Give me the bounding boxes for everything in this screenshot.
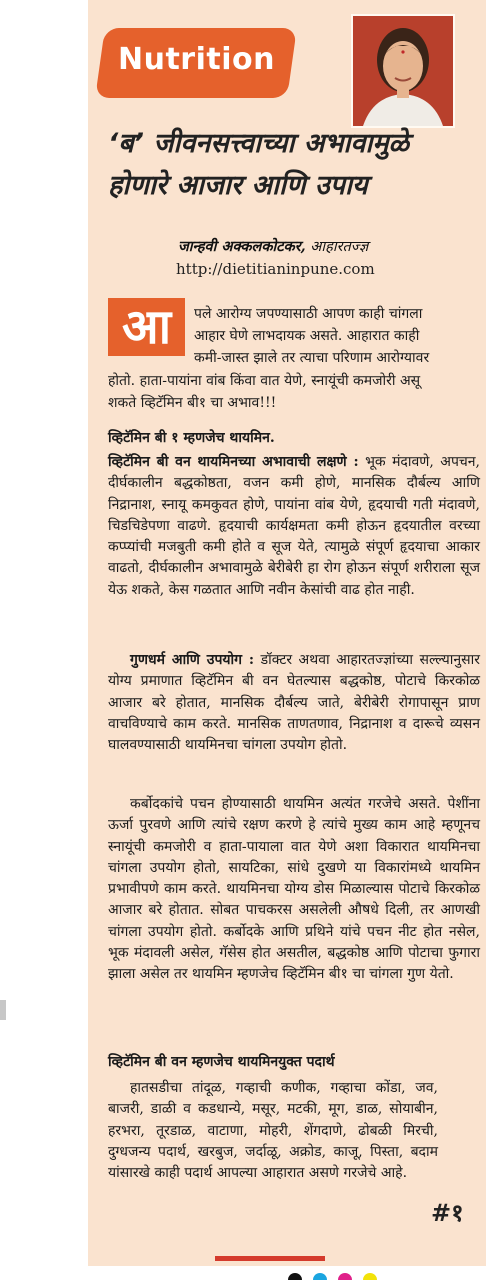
deficiency-heading: व्हिटॅमिन बी वन थायमिनच्या अभावाची लक्षणे : <box>108 454 359 470</box>
footer-tag: #१ <box>431 1199 464 1227</box>
intro-line-1: पले आरोग्य जपण्यासाठी आपण काही चांगला <box>194 306 423 322</box>
intro-line-2: आहार घेणे लाभदायक असते. आहारात काही <box>194 328 420 344</box>
deficiency-text: भूक मंदावणे, अपचन, दीर्घकालीन बद्धकोष्ठता, वजन कमी होणे, मानसिक दौर्बल्य आणि निद्रानाश, स्नायू कमकुवत होणे, पायांना वांब येणे, हृदयाची गती मंदावणे, चिडचिडेपणा वाढणे. हृदयाची कार्यक्षमता कमी होऊन हृदयातील वरच्या कप्प्यांची मजबुती कमी होते व सूज येते, त्यामुळे संपूर्ण हृदयाचा आकार वाढतो, दीर्घकालीन अभावामुळे बेरीबेरी हा रोग होऊन संपूर्ण शरीराला सूज येऊ शकते, केस गळतात आणि नवीन केसांची वाढ होत नाही. <box>108 454 481 598</box>
color-registration-dots <box>285 1270 395 1280</box>
section-badge-label: Nutrition <box>118 42 275 77</box>
author-portrait-icon <box>353 16 453 126</box>
foods-paragraph: हातसडीचा तांदूळ, गव्हाची कणीक, गव्हाचा कोंडा, जव, बाजरी, डाळी व कडधान्ये, मसूर, मटकी, मूग, डाळ, सोयाबीन, हरभरा, तूरडाळ, वाटाणा, मोहरी, शेंगदाणे, ढोबळी मिरची, दुग्धजन्य पदार्थ, खरबुज, जर्दाळू, अक्रोड, काजू, पिस्ता, बदाम यांसारखे काही पदार्थ आपल्या आहारात असणे गरजेचे आहे. <box>108 1080 438 1182</box>
scroll-edge <box>0 1000 6 1020</box>
heading-foods: व्हिटॅमिन बी वन म्हणजेच थायमिनयुक्त पदार्थ <box>108 1054 335 1070</box>
heading-b1-thiamin: व्हिटॅमिन बी १ म्हणजेच थायमिन. <box>108 430 275 446</box>
intro-line-4: होतो. हाता-पायांना वांब किंवा वात येणे, स्नायूंची कमजोरी असू <box>108 373 421 389</box>
author-name: जान्हवी अक्कलकोटकर, <box>178 238 306 255</box>
author-photo <box>351 14 455 128</box>
intro-line-3: कमी-जास्त झाले तर त्याचा परिणाम आरोग्यावर <box>194 350 430 366</box>
uses-paragraph <box>108 650 480 756</box>
article-title-line-1: ‘ब’ जीवनसत्त्वाच्या अभावामुळे <box>108 128 410 159</box>
article-title-line-2: होणारे आजार आणि उपाय <box>108 170 368 201</box>
deficiency-paragraph <box>108 452 480 601</box>
byline <box>178 236 368 256</box>
intro-line-5: शकते व्हिटॅमिन बी१ चा अभाव!!! <box>108 395 277 411</box>
dropcap: आ <box>108 298 185 356</box>
author-website-link[interactable]: http://dietitianinpune.com <box>176 260 375 278</box>
author-role: आहारतज्ज्ञ <box>310 239 369 255</box>
uses-heading: गुणधर्म आणि उपयोग : <box>130 652 255 668</box>
uses-text: डॉक्टर अथवा आहारतज्ज्ञांच्या सल्ल्यानुसार योग्य प्रमाणात व्हिटॅमिन बी वन घेतल्यास बद्धकोष्ठ, पोटाचे किरकोळ आजार बरे होतात, मानसिक दौर्बल्य जाते, बेरीबेरी रोगापासून प्राण वाचविण्याचे काम करते. मानसिक ताणतणाव, निद्रानाश व दारूचे व्यसन घालवण्यासाठी थायमिनचा चांगला उपयोग होतो. <box>108 652 481 754</box>
carbs-paragraph: कर्बोदकांचे पचन होण्यासाठी थायमिन अत्यंत गरजेचे असते. पेशींना ऊर्जा पुरवणे आणि त्यांचे रक्षण करणे हे त्यांचे मुख्य काम आहे म्हणूनच स्नायूंची कमजोरी व हाता-पायाला वात येणे अशा विकारात थायमिनचा चांगला उपयोग होतो, सायटिका, सांधे दुखणे या विकारांमध्ये थायमिन प्रभावीपणे काम करते. थायमिनचा योग्य डोस मिळाल्यास पोटाचे किरकोळ आजार बरे होतात. सोबत पाचकरस असलेली औषधे दिली, तर आणखी चांगला उपयोग होतो. कर्बोदके आणि प्रथिने यांचे पचन नीट होत नसेल, भूक मंदावली असेल, गॅसेस होत असतील, बद्धकोष्ठ आणि पोटाचा फुगारा झाला असेल तर थायमिन म्हणजेच व्हिटॅमिन बी१ चा चांगला गुण येतो. <box>108 796 480 983</box>
bottom-rule <box>215 1256 325 1261</box>
